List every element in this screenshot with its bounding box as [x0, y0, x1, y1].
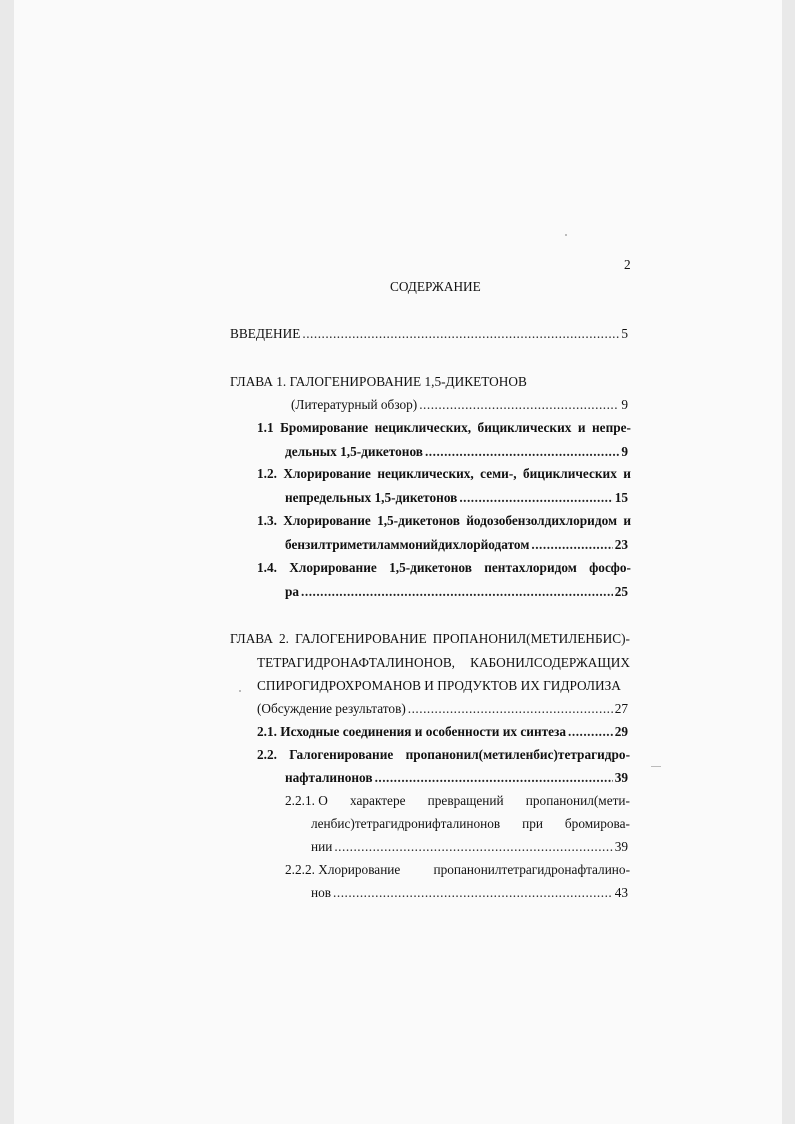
- chapter2-title-line3: СПИРОГИДРОХРОМАНОВ И ПРОДУКТОВ ИХ ГИДРОЛИЗА: [257, 678, 621, 693]
- toc-entry-2-2-2-line1: [285, 862, 630, 878]
- entry-page: 39: [614, 770, 628, 785]
- word: 2.2.2. Хлорирование: [285, 862, 401, 877]
- word: 2.2.1. О: [285, 793, 328, 808]
- entry-label: бензилтриметиламмонийдихлорйодатом: [285, 537, 530, 552]
- chapter2-title-line2: [257, 655, 630, 671]
- entry-label: ВВЕДЕНИЕ: [230, 326, 301, 341]
- entry-label: 2.1. Исходные соединения и особенности их синтеза: [257, 724, 567, 739]
- toc-entry-2-2-line1: [257, 747, 630, 763]
- leader-dots: [301, 584, 613, 600]
- leader-dots: [302, 326, 619, 342]
- toc-entry-1-4-line2: [285, 584, 628, 600]
- word: ГАЛОГЕНИРОВАНИЕ: [295, 631, 427, 646]
- leader-dots: [375, 770, 613, 786]
- word: превращений: [427, 793, 504, 808]
- word: ТЕТРАГИДРОНАФТАЛИНОНОВ,: [257, 655, 456, 670]
- leader-dots: [425, 444, 619, 460]
- section-number: 1.1: [257, 420, 274, 435]
- toc-entry-2-2-1-line1: [285, 793, 630, 809]
- word: и: [623, 513, 631, 528]
- document-page: [14, 0, 782, 1124]
- word: 2.: [279, 631, 290, 646]
- entry-label: ра: [285, 584, 300, 599]
- word: пропанонил(мети-: [525, 793, 630, 808]
- word: Хлорирование: [289, 560, 377, 575]
- entry-page: 43: [614, 885, 628, 900]
- entry-label: (Обсуждение результатов): [257, 701, 406, 716]
- entry-label: нов: [311, 885, 332, 900]
- word: 1,5-дикетонов: [377, 513, 460, 528]
- entry-page: 5: [621, 326, 628, 341]
- scan-speck: [565, 234, 567, 236]
- section-number: 2.2.: [257, 747, 277, 762]
- section-number: 1.3.: [257, 513, 277, 528]
- page-number: 2: [624, 257, 631, 272]
- chapter1-title: ГЛАВА 1. ГАЛОГЕНИРОВАНИЕ 1,5-ДИКЕТОНОВ: [230, 374, 527, 389]
- word: и: [623, 466, 631, 481]
- toc-entry-2-2-1-line2: [311, 816, 630, 832]
- toc-entry-1-2-line1: [257, 466, 631, 482]
- toc-entry-1-1-line1: [257, 420, 631, 436]
- word: Галогенирование: [289, 747, 394, 762]
- word: непре-: [592, 420, 631, 435]
- toc-entry-2-2-line2: [285, 770, 628, 786]
- leader-dots: [419, 397, 619, 413]
- word: нециклических,: [374, 420, 472, 435]
- scan-speck: [651, 766, 661, 767]
- entry-page: 27: [614, 701, 628, 716]
- toc-entry-intro: [230, 326, 628, 342]
- toc-entry-1-1-line2: [285, 444, 628, 460]
- word: Хлорирование: [283, 466, 371, 481]
- toc-title: СОДЕРЖАНИЕ: [390, 279, 481, 294]
- word: йодозобензолдихлоридом: [466, 513, 618, 528]
- word: Бромирование: [280, 420, 369, 435]
- word: ГЛАВА: [230, 631, 273, 646]
- toc-entry-chapter2: [257, 701, 628, 717]
- entry-label: нафталинонов: [285, 770, 373, 785]
- word: пропанонилтетрагидронафталино-: [433, 862, 630, 877]
- word: ленбис)тетрагидронифталинонов: [311, 816, 501, 831]
- entry-page: 9: [621, 397, 628, 412]
- toc-entry-chapter1: [291, 397, 628, 413]
- word: характере: [350, 793, 406, 808]
- word: 1,5-дикетонов: [389, 560, 472, 575]
- word: пентахлоридом: [484, 560, 577, 575]
- entry-label: дельных 1,5-дикетонов: [285, 444, 423, 459]
- entry-page: 9: [621, 444, 628, 459]
- word: ПРОПАНОНИЛ(МЕТИЛЕНБИС)-: [432, 631, 630, 646]
- leader-dots: [531, 537, 612, 553]
- leader-dots: [334, 839, 612, 855]
- leader-dots: [333, 885, 613, 901]
- entry-page: 23: [614, 537, 628, 552]
- entry-page: 29: [614, 724, 628, 739]
- leader-dots: [568, 724, 613, 740]
- entry-label: (Литературный обзор): [291, 397, 418, 412]
- word: пропанонил(метиленбис)тетрагидро-: [405, 747, 630, 762]
- word: и: [577, 420, 586, 435]
- toc-entry-1-2-line2: [285, 490, 628, 506]
- word: семи-,: [480, 466, 517, 481]
- word: Хлорирование: [283, 513, 371, 528]
- toc-entry-2-1: [257, 724, 628, 740]
- entry-label: непредельных 1,5-дикетонов: [285, 490, 458, 505]
- toc-entry-1-4-line1: [257, 560, 631, 576]
- word: бициклических: [523, 466, 617, 481]
- toc-entry-1-3-line2: [285, 537, 628, 553]
- leader-dots: [459, 490, 612, 506]
- toc-entry-1-3-line1: [257, 513, 631, 529]
- word: бициклических: [477, 420, 572, 435]
- word: КАБОНИЛСОДЕРЖАЩИХ: [470, 655, 630, 670]
- chapter2-title-line1: [230, 631, 630, 647]
- word: нециклических,: [377, 466, 474, 481]
- toc-entry-2-2-1-line3: [311, 839, 628, 855]
- word: фосфо-: [589, 560, 631, 575]
- word: при: [522, 816, 543, 831]
- toc-entry-2-2-2-line2: [311, 885, 628, 901]
- entry-page: 25: [614, 584, 628, 599]
- entry-label: нии: [311, 839, 333, 854]
- leader-dots: [408, 701, 613, 717]
- entry-page: 15: [614, 490, 628, 505]
- section-number: 1.2.: [257, 466, 277, 481]
- word: бромирова-: [564, 816, 630, 831]
- scan-speck: [239, 690, 241, 692]
- entry-page: 39: [614, 839, 628, 854]
- section-number: 1.4.: [257, 560, 277, 575]
